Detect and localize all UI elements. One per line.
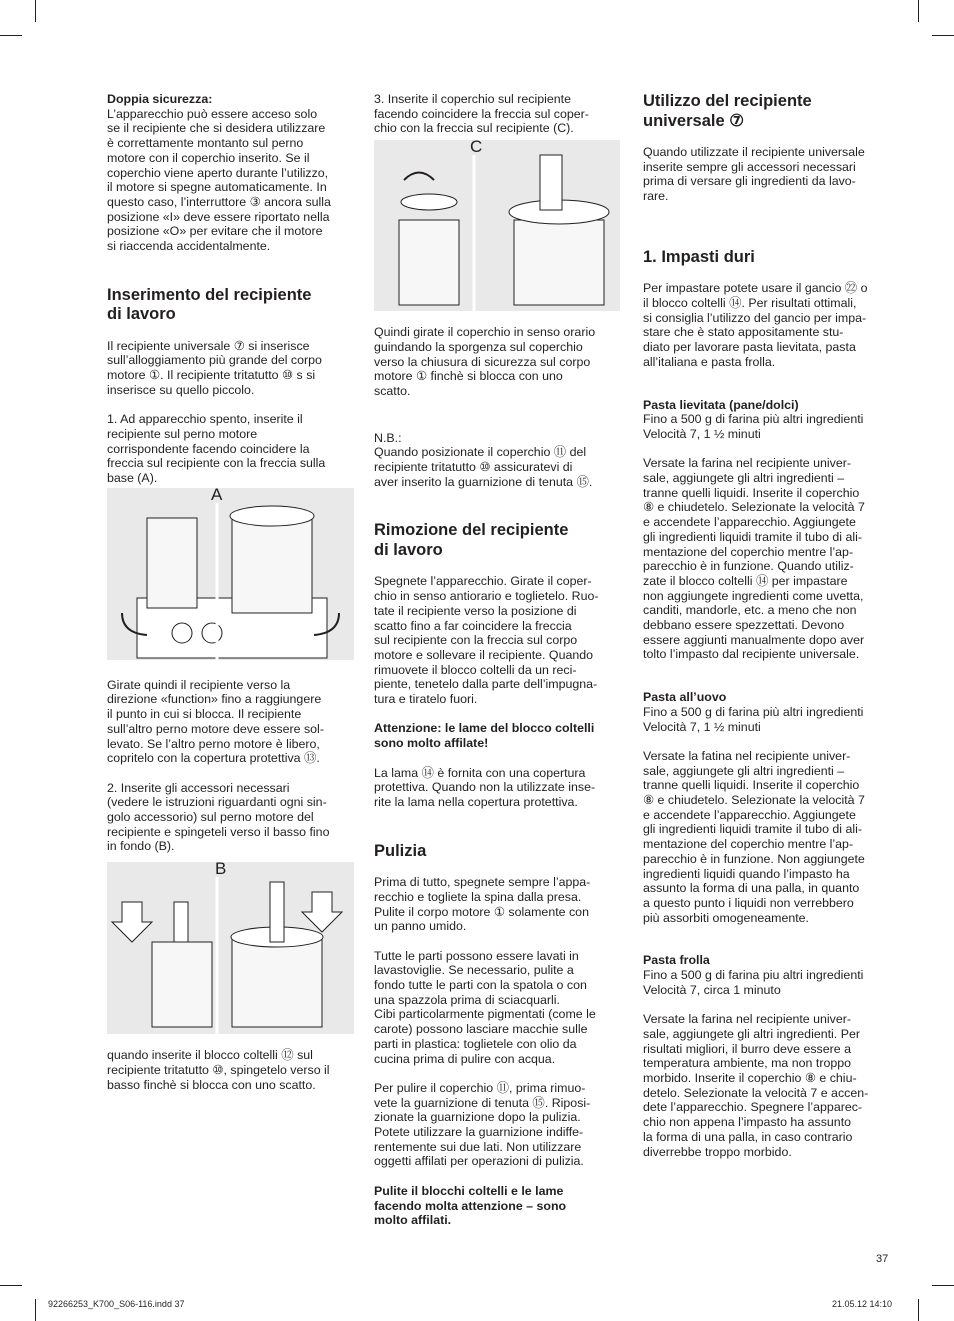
crop-mark [35,1299,36,1321]
paragraph-dough: Per impastare potete usare il gancio ㉒ o il blocco coltelli ⑭. Per risultati ottimali, si consiglia l’utilizzo del gancio per impa- stare che è stato appositamente stu- diato per lavorare pasta lievitata, pasta all’italiana e pasta frolla. [643,281,868,369]
figure-c [374,140,620,311]
figure-a-drawing [107,488,354,660]
egg-title: Pasta all’uovo [643,690,727,705]
paragraph-clean-1: Prima di tutto, spegnete sempre l’appa- recchio e togliete la spina dalla presa. Pulite il corpo motore ① solamente con un panno umido. [374,875,591,934]
paragraph-universal: Quando utilizzate il recipiente universale inserite sempre gli accessori necessari prima di versare gli ingredienti da lavo- rare. [643,145,865,204]
footer-file: 92266253_K700_S06-116.indd 37 [48,1299,185,1309]
heading-cleaning: Pulizia [374,841,427,860]
crop-mark [932,1285,954,1286]
nb-text: Quando posizionate il coperchio ⑪ del recipiente tritatutto ⑩ assicuratevi di aver inserito la guarnizione di tenuta ⑮. [374,445,593,489]
warning-blades: Attenzione: le lame del blocco coltelli sono molto affilate! [374,721,595,751]
paragraph-blade: quando inserite il blocco coltelli ⑫ sul recipiente tritatutto ⑩, spingetelo verso il basso finchè si blocca con uno scatto. [107,1048,330,1092]
shortcrust-spec: Fino a 500 g di farina piu altri ingredienti Velocità 7, circa 1 minuto [643,968,864,997]
paragraph-remove: Spegnete l’apparecchio. Girate il coper- chio in senso antiorario e toglietelo. Ruo- tate il recipiente verso la posizione di scatto fino a far coincidere la freccia sul recipiente con la freccia sul corpo motore e sollevare il recipiente. Quando rimuovete il blocco coltelli da un reci- piente, tenetelo dalla parte dell’impugna- tura e tiratelo fuori. [374,574,599,707]
paragraph-step3: 3. Inserite il coperchio sul recipiente facendo coincidere la freccia sul coper- chio con la freccia sul recipiente (C). [374,92,589,136]
paragraph-step1: 1. Ad apparecchio spento, inserite il recipiente sul perno motore corrispondente facendo coincidere la freccia sul recipiente con la freccia sulla base (A). [107,412,326,486]
crop-mark [918,0,919,22]
yeast-title: Pasta lievitata (pane/dolci) [643,397,799,412]
heading-remove-bowl: Rimozione del recipiente di lavoro [374,521,569,559]
heading-dough: 1. Impasti duri [643,247,755,266]
figure-b-label: B [215,862,227,879]
paragraph-insert: Il recipiente universale ⑦ si inserisce sull’alloggiamento più grande del corpo motore ①. Il recipiente tritatutto ⑩ s si inserisce su quello piccolo. [107,338,322,397]
figure-b-drawing [107,862,354,1034]
crop-mark [932,35,954,36]
crop-mark [0,1285,22,1286]
crop-mark [918,1299,919,1321]
crop-mark [0,35,22,36]
safety-text: L’apparecchio può essere acceso solo se il recipiente che si desidera utilizzare è correttamente montanto sul perno motore con il coperchio inserito. Se il coperchio viene aperto durante l’utilizzo, il motore si spegne automaticamente. In questo caso, l’interruttore ③ ancora sulla posizione «I» deve essere riportato nella posizione «O» per evitare che il motore si riaccenda accidentalmente. [107,106,331,254]
figure-c-label: C [470,140,483,157]
footer-date: 21.05.12 14:10 [832,1299,893,1309]
nb-label: N.B.: [374,430,402,445]
warning-clean: Pulite il blocchi coltelli e le lame facendo molta attenzione – sono molto affilati. [374,1183,567,1228]
heading-universal-bowl: Utilizzo del recipiente universale ⑦ [643,92,812,130]
safety-heading: Doppia sicurezza: [107,92,213,106]
paragraph-turn: Girate quindi il recipiente verso la direzione «function» fino a raggiungere il punto in cui si blocca. Il recipiente sull’altro perno motore deve essere sol- levato. Se l’altro perno motore è libero, copritelo con la copertura protettiva ⑬. [107,677,324,766]
figure-c-drawing [374,140,620,311]
paragraph-step2: 2. Inserite gli accessori necessari (vedere le istruzioni riguardanti ogni sin- golo accessorio) sul perno motore del recipiente e spingeteli verso il basso fino in fondo (B). [107,780,330,854]
shortcrust-text: Versate la farina nel recipiente univer- sale, aggiungete gli altri ingredienti. Per risultati migliori, il burro deve essere a temperatura ambiente, ma non troppo morbido. Inserite il coperchio ⑧ e chiu- detelo. Selezionate la velocità 7 e accen- dete l’apparecchio. Spegnere l’apparec- chio non appena l’impasto ha assunto la forma di una palla, in caso contrario diverrebbe troppo morbido. [643,1012,869,1159]
crop-mark [35,0,36,22]
egg-text: Versate la fatina nel recipiente univer- sale, aggiungete gli altri ingredienti – tranne quelli liquidi. Inserite il coperchio ⑧ e chiudetelo. Selezionate la velocità 7 e accendete l’apparecchio. Aggiungete gli ingredienti liquidi tramite il tubo di ali- mentazione del coperchio mentre l’ap- parecchio è in funzione. Non aggiungete ingredienti liquidi quando l’impasto ha assunto la forma di una palla, in quanto a questo punto i liquidi non verrebbero più assorbiti omogeneamente. [643,748,865,925]
column-middle [374,92,622,1243]
heading-insert-bowl: Inserimento del recipiente di lavoro [107,285,312,324]
figure-a-label: A [211,487,223,504]
paragraph-clean-2: Tutte le parti possono essere lavati in lavastoviglie. Se necessario, pulite a fondo tutte le parti con la spatola o con una spazzola prima di sciacquarli. Cibi particolarmente pigmentati (come le carote) possono lasciare macchie sulle parti in plastica: toglietele con olio da cucina prima di pulire con acqua. [374,948,596,1066]
shortcrust-title: Pasta frolla [643,953,710,968]
paragraph-cover: La lama ⑭ è fornita con una copertura protettiva. Quando non la utilizzate inse- rite la lama nella copertura protettiva. [374,765,596,809]
column-right [643,92,893,1174]
egg-spec: Fino a 500 g di farina più altri ingredienti Velocità 7, 1 ½ minuti [643,704,864,734]
figure-a [107,488,354,660]
paragraph-clean-3: Per pulire il coperchio ⑪, prima rimuo- vete la guarnizione di tenuta ⑮. Riposi- zionate la guarnizione dopo la pulizia. Potete utilizzare la guarnizione indiffe- rentemente sui due lati. Non utilizzare oggetti affilati per operazioni di pulizia. [374,1080,591,1169]
figure-b [107,862,354,1034]
column-left [107,92,355,1107]
yeast-spec: Fino a 500 g di farina più altri ingredienti Velocità 7, 1 ½ minuti [643,412,864,441]
page-number: 37 [876,1253,889,1265]
yeast-text: Versate la farina nel recipiente univer- sale, aggiungete gli altri ingredienti – tranne quelli liquidi. Inserite il coperchio ⑧ e chiudetelo. Selezionate la velocità 7 e accendete l’apparecchio. Aggiungete gli ingredienti liquidi tramite il tubo di ali- mentazione del coperchio mentre l’ap- parecchio è in funzione. Quando utiliz- zate il blocco coltelli ⑭ per impastare non aggiungete ingredienti come uvetta, canditi, mandorle, etc. a meno che non debbano essere spezzettati. Devono essere aggiunti manualmente dopo aver tolto l’impasto dal recipiente universale. [643,456,865,662]
paragraph-rotate: Quindi girate il coperchio in senso orario guindando la sporgenza sul coperchio verso la chiusura di sicurezza sul corpo motore ① finchè si blocca con uno scatto. [374,325,596,398]
